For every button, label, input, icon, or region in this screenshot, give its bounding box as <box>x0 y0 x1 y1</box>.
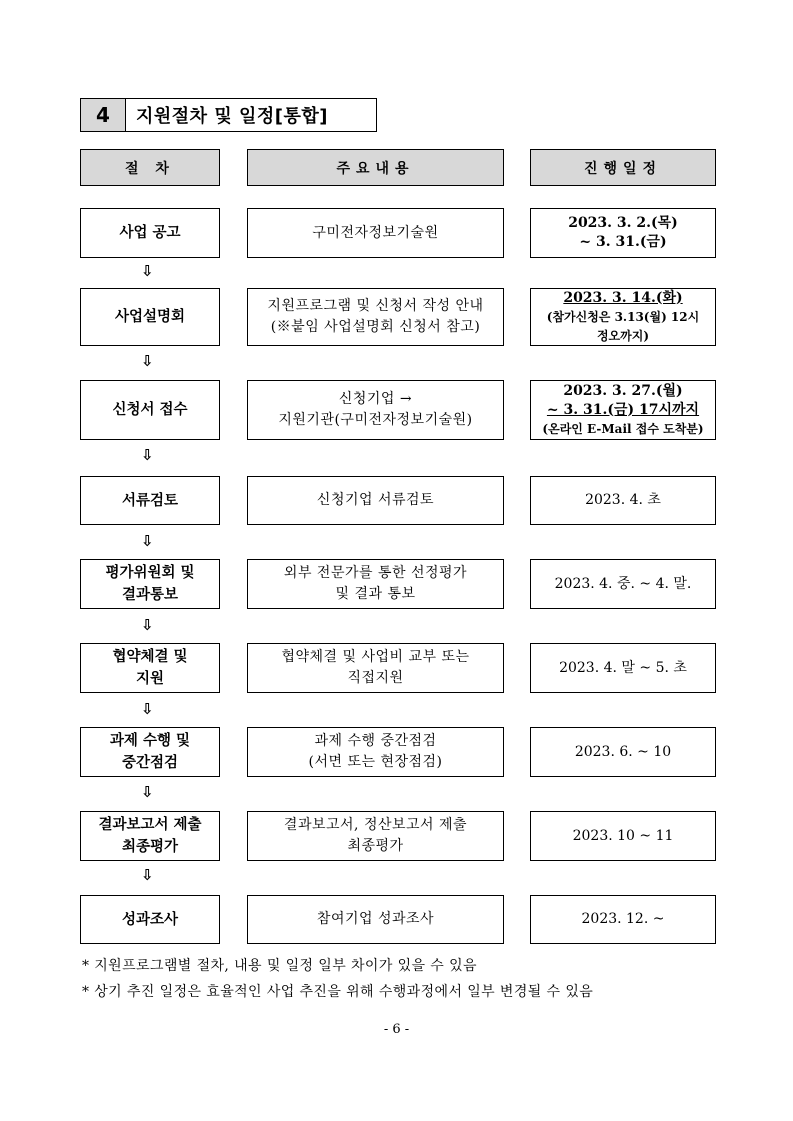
step-line: 중간점검 <box>121 755 179 771</box>
schedule-line: 2023. 3. 2.(목) <box>568 215 678 231</box>
schedule-line: ~ 3. 31.(금) <box>579 234 667 250</box>
content-line: (서면 또는 현장점검) <box>308 754 443 770</box>
flow-arrow-icon: ⇩ <box>141 446 154 464</box>
content-box <box>247 643 504 693</box>
content-line: 협약체결 및 사업비 교부 또는 <box>281 649 470 665</box>
content-box <box>247 811 504 861</box>
step-line: 과제 수행 및 <box>109 733 191 749</box>
schedule-box <box>530 476 716 525</box>
schedule-line: (참가신청은 3.13(월) 12시 <box>546 309 700 324</box>
flow-arrow-icon: ⇩ <box>141 352 154 370</box>
flow-arrow-icon: ⇩ <box>141 866 154 884</box>
content-line: 신청기업 서류검토 <box>316 492 435 508</box>
step-line: 성과조사 <box>121 911 179 928</box>
step-box <box>80 380 220 440</box>
step-line: 사업 공고 <box>119 225 181 241</box>
content-line: 지원기관(구미전자정보기술원) <box>278 412 473 428</box>
schedule-box <box>530 727 716 777</box>
content-box <box>247 288 504 346</box>
step-line: 지원 <box>135 671 164 687</box>
schedule-box <box>530 288 716 346</box>
step-box <box>80 288 220 346</box>
step-line: 평가위원회 및 <box>105 565 195 581</box>
schedule-line: 2023. 4. 중. ~ 4. 말. <box>554 575 692 592</box>
content-line: 참여기업 성과조사 <box>316 911 435 927</box>
schedule-line: 정오까지) <box>596 328 650 343</box>
step-box <box>80 559 220 609</box>
content-line: 외부 전문가를 통한 선정평가 <box>283 565 468 581</box>
schedule-line: 2023. 4. 초 <box>585 492 661 508</box>
flow-arrow-icon: ⇩ <box>141 700 154 718</box>
content-line: 및 결과 통보 <box>335 586 416 602</box>
content-line: 지원프로그램 및 신청서 작성 안내 <box>267 298 484 314</box>
header-step: 절 차 <box>80 149 220 186</box>
footnote: * 상기 추진 일정은 효율적인 사업 추진을 위해 수행과정에서 일부 변경될 수 있음 <box>82 984 594 1000</box>
schedule-line: (온라인 E-Mail 접수 도착분) <box>542 421 704 436</box>
content-line: 직접지원 <box>347 670 404 686</box>
section-number: 4 <box>81 99 126 131</box>
schedule-line: ~ 3. 31.(금) 17시까지 <box>546 401 700 418</box>
content-line: 최종평가 <box>347 838 404 854</box>
header-schedule: 진행일정 <box>530 149 716 186</box>
schedule-box <box>530 811 716 861</box>
content-line: 과제 수행 중간점검 <box>314 733 437 749</box>
page-number: - 6 - <box>383 1022 410 1037</box>
schedule-box <box>530 380 716 440</box>
content-line: 결과보고서, 정산보고서 제출 <box>283 817 468 833</box>
step-line: 최종평가 <box>121 839 179 855</box>
step-box <box>80 476 220 525</box>
content-box <box>247 559 504 609</box>
content-line: (※붙임 사업설명회 신청서 참고) <box>270 319 481 335</box>
footnote: * 지원프로그램별 절차, 내용 및 일정 일부 차이가 있을 수 있음 <box>82 958 477 974</box>
flow-arrow-icon: ⇩ <box>141 532 154 550</box>
schedule-line: 2023. 12. ~ <box>581 911 665 927</box>
content-box <box>247 476 504 525</box>
flow-arrow-icon: ⇩ <box>141 783 154 801</box>
step-line: 결과보고서 제출 <box>98 817 202 833</box>
schedule-line: 2023. 4. 말 ~ 5. 초 <box>559 659 687 676</box>
content-box <box>247 380 504 440</box>
schedule-line: 2023. 6. ~ 10 <box>574 743 672 760</box>
content-box <box>247 727 504 777</box>
schedule-line: 2023. 10 ~ 11 <box>572 827 674 844</box>
schedule-box <box>530 559 716 609</box>
content-line: 구미전자정보기술원 <box>312 224 439 241</box>
step-box <box>80 208 220 258</box>
step-box <box>80 895 220 944</box>
content-box <box>247 895 504 944</box>
section-title: 지원절차 및 일정[통합] <box>136 106 328 127</box>
schedule-line: 2023. 3. 14.(화) <box>563 289 683 306</box>
flow-arrow-icon: ⇩ <box>141 616 154 634</box>
step-line: 결과통보 <box>121 587 179 603</box>
step-box <box>80 811 220 861</box>
step-line: 협약체결 및 <box>112 649 188 665</box>
step-box <box>80 643 220 693</box>
flow-arrow-icon: ⇩ <box>141 262 154 280</box>
schedule-box <box>530 208 716 258</box>
schedule-box <box>530 895 716 944</box>
content-line: 신청기업 → <box>338 391 413 407</box>
step-box <box>80 727 220 777</box>
schedule-box <box>530 643 716 693</box>
section-header <box>80 98 377 132</box>
step-line: 사업설명회 <box>114 309 186 325</box>
step-line: 신청서 접수 <box>112 402 188 418</box>
step-line: 서류검토 <box>121 492 179 509</box>
header-content: 주요내용 <box>247 149 504 186</box>
content-box <box>247 208 504 258</box>
schedule-line: 2023. 3. 27.(월) <box>563 382 683 399</box>
